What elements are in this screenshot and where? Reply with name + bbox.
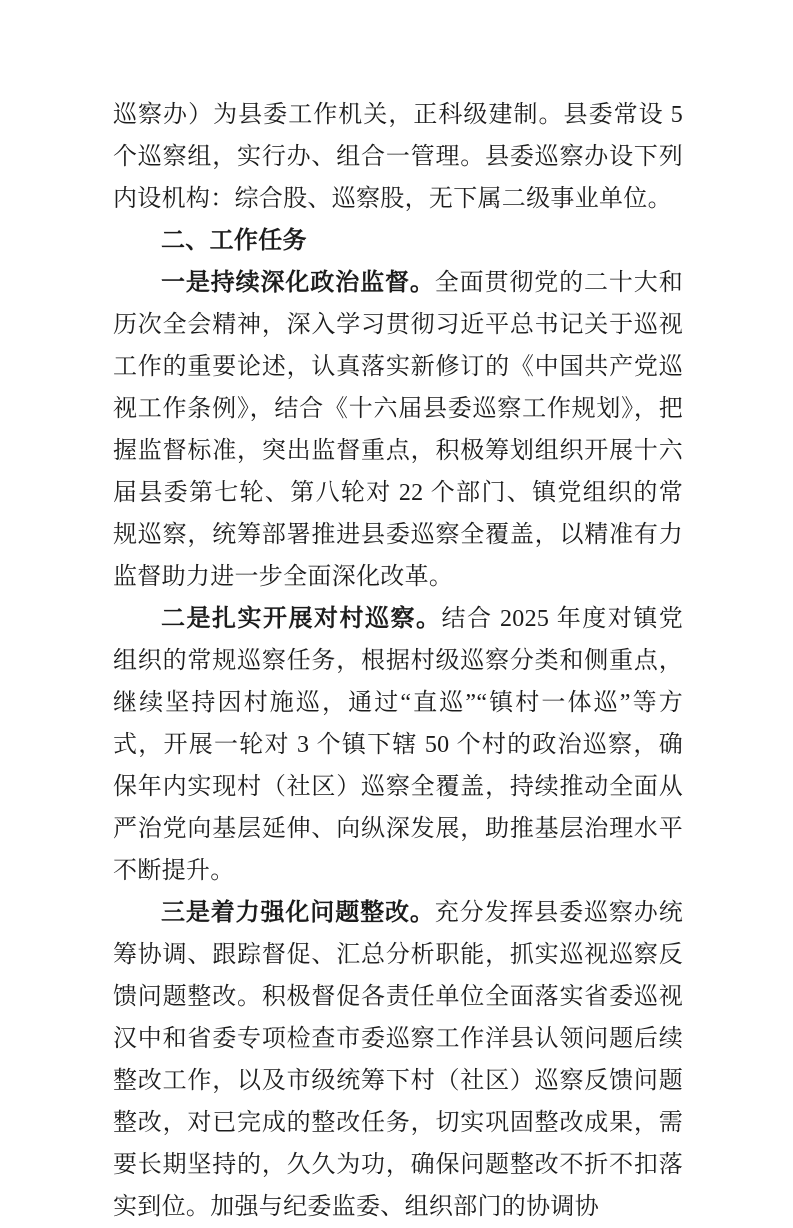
task-3-text: 充分发挥县委巡察办统筹协调、跟踪督促、汇总分析职能，抓实巡视巡察反馈问题整改。积极督促各责任单位全面落实省委巡视汉中和省委专项检查市委巡察工作洋县认领问题后续整改工作，以及市级统筹下村（社区）巡察反馈问题整改，对已完成的整改任务，切实巩固整改成果，需要长期坚持的，久久为功，确保问题整改不折不扣落实到位。加强与纪委监委、组织部门的协调协 <box>113 900 683 1220</box>
task-1-text: 全面贯彻党的二十大和历次全会精神，深入学习贯彻习近平总书记关于巡视工作的重要论述，认真落实新修订的《中国共产党巡视工作条例》，结合《十六届县委巡察工作规划》，把握监督标准，突出监督重点，积极筹划组织开展十六届县委第七轮、第八轮对 22 个部门、镇党组织的常规巡察，统筹部署推进县委巡察全覆盖，以精准有力监督助力进一步全面深化改革。 <box>113 270 683 590</box>
task-paragraph-2 <box>113 598 683 892</box>
task-paragraph-3 <box>113 892 683 1228</box>
task-paragraph-1 <box>113 262 683 598</box>
task-2-text: 结合 2025 年度对镇党组织的常规巡察任务，根据村级巡察分类和侧重点，继续坚持因村施巡，通过“直巡”“镇村一体巡”等方式，开展一轮对 3 个镇下辖 50 个村的政治巡察，确保年内实现村（社区）巡察全覆盖，持续推动全面从严治党向基层延伸、向纵深发展，助推基层治理水平不断提升。 <box>113 606 683 884</box>
task-3-lead: 三是着力强化问题整改。 <box>161 900 435 926</box>
task-2-lead: 二是扎实开展对村巡察。 <box>161 606 442 632</box>
continuation-paragraph: 巡察办）为县委工作机关，正科级建制。县委常设 5 个巡察组，实行办、组合一管理。县委巡察办设下列内设机构：综合股、巡察股，无下属二级事业单位。 <box>113 102 683 212</box>
section-heading: 二、工作任务 <box>161 227 307 254</box>
task-1-lead: 一是持续深化政治监督。 <box>161 270 435 296</box>
